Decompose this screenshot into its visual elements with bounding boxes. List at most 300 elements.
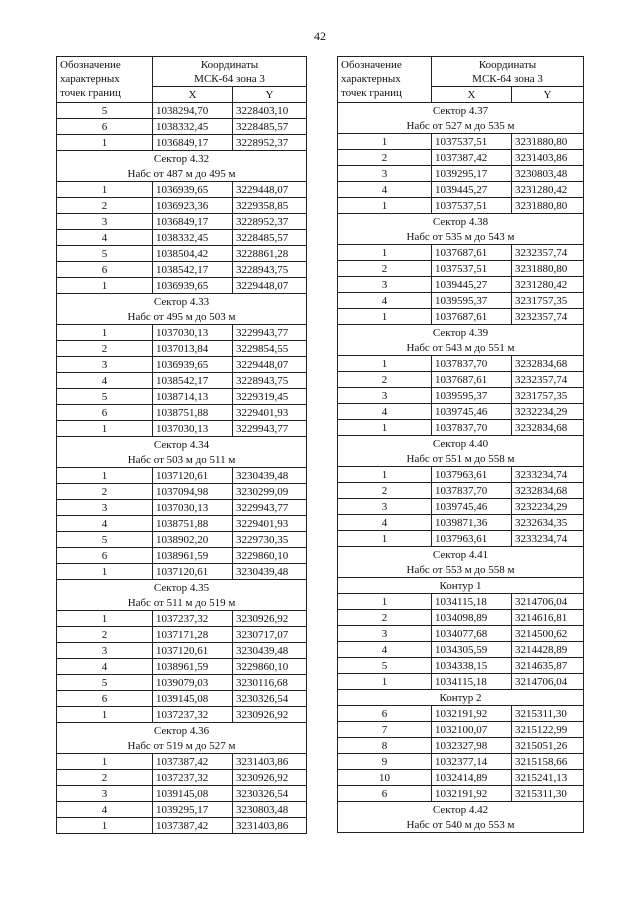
coord-y: 3215311,30 — [512, 706, 584, 722]
coord-y: 3231403,86 — [512, 150, 584, 166]
point-number: 4 — [338, 293, 432, 309]
coord-x: 1037030,13 — [153, 421, 233, 437]
point-number: 5 — [57, 103, 153, 119]
coord-y: 3229358,85 — [233, 198, 307, 214]
coord-y: 3231880,80 — [512, 134, 584, 150]
coord-y: 3231880,80 — [512, 198, 584, 214]
coord-y: 3214706,04 — [512, 674, 584, 690]
table-row — [57, 246, 307, 262]
sector-title-row — [57, 151, 307, 167]
coord-x: 1037837,70 — [432, 356, 512, 372]
contour-label-row — [338, 578, 584, 594]
point-number: 1 — [338, 531, 432, 547]
coord-x: 1038294,70 — [153, 103, 233, 119]
sector-range: Набс от 511 м до 519 м — [57, 595, 307, 611]
coord-y: 3215122,99 — [512, 722, 584, 738]
table-row — [57, 691, 307, 707]
header-x: X — [153, 87, 233, 103]
sector-range-row — [338, 229, 584, 245]
coord-y: 3230717,07 — [233, 627, 307, 643]
table-row — [338, 467, 584, 483]
sector-range-row — [57, 166, 307, 182]
point-number: 1 — [338, 198, 432, 214]
table-row — [57, 135, 307, 151]
coord-y: 3232234,29 — [512, 404, 584, 420]
sector-range-row — [338, 562, 584, 578]
point-number: 2 — [338, 372, 432, 388]
table-row — [338, 658, 584, 674]
point-number: 4 — [57, 373, 153, 389]
table-row — [57, 770, 307, 786]
table-row — [57, 198, 307, 214]
point-number: 3 — [57, 214, 153, 230]
table-row — [338, 738, 584, 754]
table-row — [338, 134, 584, 150]
table-row — [338, 483, 584, 499]
header-points-label: Обозначение характерных точек границ — [57, 57, 153, 103]
table-row — [338, 626, 584, 642]
coordinates-table-left — [56, 56, 307, 834]
coord-y: 3229943,77 — [233, 325, 307, 341]
table-row — [57, 484, 307, 500]
coord-x: 1039145,08 — [153, 691, 233, 707]
point-number: 1 — [57, 818, 153, 834]
page-number: 42 — [314, 29, 326, 43]
coord-y: 3229860,10 — [233, 659, 307, 675]
sector-range: Набс от 551 м до 558 м — [338, 451, 584, 467]
point-number: 3 — [338, 388, 432, 404]
point-number: 3 — [338, 277, 432, 293]
coord-x: 1037537,51 — [432, 134, 512, 150]
coord-x: 1037120,61 — [153, 468, 233, 484]
coord-y: 3229448,07 — [233, 182, 307, 198]
table-row — [338, 182, 584, 198]
table-row — [338, 610, 584, 626]
coord-x: 1034305,59 — [432, 642, 512, 658]
table-row — [57, 357, 307, 373]
contour-label: Контур 2 — [338, 690, 584, 706]
coord-x: 1037837,70 — [432, 420, 512, 436]
point-number: 2 — [57, 627, 153, 643]
coord-y: 3230299,09 — [233, 484, 307, 500]
header-y: Y — [512, 87, 584, 103]
table-row — [57, 230, 307, 246]
coord-y: 3228861,28 — [233, 246, 307, 262]
point-number: 4 — [338, 515, 432, 531]
point-number: 2 — [338, 150, 432, 166]
coord-y: 3228943,75 — [233, 373, 307, 389]
coord-y: 3230439,48 — [233, 468, 307, 484]
table-row — [338, 293, 584, 309]
coord-y: 3229860,10 — [233, 548, 307, 564]
contour-label: Контур 1 — [338, 578, 584, 594]
table-row — [338, 770, 584, 786]
table-row — [338, 594, 584, 610]
sector-range: Набс от 503 м до 511 м — [57, 452, 307, 468]
point-number: 2 — [338, 483, 432, 499]
coord-x: 1034077,68 — [432, 626, 512, 642]
coord-y: 3215158,66 — [512, 754, 584, 770]
point-number: 2 — [338, 261, 432, 277]
coord-y: 3230926,92 — [233, 770, 307, 786]
table-row — [57, 818, 307, 834]
table-row — [338, 531, 584, 547]
table-row — [57, 468, 307, 484]
point-number: 7 — [338, 722, 432, 738]
point-number: 1 — [57, 182, 153, 198]
sector-title-row — [57, 723, 307, 739]
point-number: 1 — [57, 564, 153, 580]
point-number: 5 — [338, 658, 432, 674]
point-number: 1 — [338, 467, 432, 483]
table-row — [338, 420, 584, 436]
coord-x: 1037963,61 — [432, 467, 512, 483]
coord-y: 3231757,35 — [512, 388, 584, 404]
sector-title-row — [57, 294, 307, 310]
coord-x: 1038542,17 — [153, 262, 233, 278]
coord-y: 3230439,48 — [233, 643, 307, 659]
table-row — [57, 325, 307, 341]
sector-title-row — [338, 325, 584, 341]
coord-y: 3230926,92 — [233, 707, 307, 723]
header-x: X — [432, 87, 512, 103]
coord-y: 3214616,81 — [512, 610, 584, 626]
sector-title: Сектор 4.42 — [338, 802, 584, 818]
coord-x: 1037537,51 — [432, 261, 512, 277]
table-row — [338, 245, 584, 261]
coord-y: 3228952,37 — [233, 135, 307, 151]
table-row — [338, 404, 584, 420]
coord-y: 3230803,48 — [233, 802, 307, 818]
point-number: 3 — [57, 357, 153, 373]
coord-y: 3231280,42 — [512, 182, 584, 198]
coord-y: 3230439,48 — [233, 564, 307, 580]
coord-x: 1038332,45 — [153, 230, 233, 246]
sector-title: Сектор 4.34 — [57, 437, 307, 453]
coord-y: 3229943,77 — [233, 421, 307, 437]
sector-title-row — [338, 103, 584, 119]
point-number: 9 — [338, 754, 432, 770]
table-row — [57, 802, 307, 818]
coord-x: 1032100,07 — [432, 722, 512, 738]
point-number: 6 — [338, 706, 432, 722]
coord-x: 1037387,42 — [432, 150, 512, 166]
table-row — [338, 786, 584, 802]
table-row — [57, 786, 307, 802]
sector-title-row — [338, 436, 584, 452]
point-number: 2 — [57, 484, 153, 500]
coord-y: 3232357,74 — [512, 309, 584, 325]
coord-x: 1039445,27 — [432, 182, 512, 198]
coord-y: 3231280,42 — [512, 277, 584, 293]
coord-y: 3228485,57 — [233, 230, 307, 246]
sector-range: Набс от 527 м до 535 м — [338, 118, 584, 134]
coord-y: 3231880,80 — [512, 261, 584, 277]
coord-x: 1037030,13 — [153, 500, 233, 516]
table-row — [57, 182, 307, 198]
coord-y: 3233234,74 — [512, 531, 584, 547]
coord-x: 1037537,51 — [432, 198, 512, 214]
point-number: 1 — [57, 707, 153, 723]
point-number: 6 — [57, 548, 153, 564]
sector-title-row — [338, 547, 584, 563]
point-number: 3 — [338, 626, 432, 642]
coord-x: 1036923,36 — [153, 198, 233, 214]
point-number: 4 — [338, 404, 432, 420]
coord-x: 1037030,13 — [153, 325, 233, 341]
coord-x: 1039145,08 — [153, 786, 233, 802]
coord-x: 1036939,65 — [153, 357, 233, 373]
coord-y: 3229401,93 — [233, 516, 307, 532]
point-number: 2 — [57, 198, 153, 214]
coord-x: 1036849,17 — [153, 135, 233, 151]
coord-y: 3228943,75 — [233, 262, 307, 278]
coord-x: 1038751,88 — [153, 516, 233, 532]
point-number: 6 — [57, 262, 153, 278]
sector-range-row — [57, 595, 307, 611]
sector-title-row — [57, 580, 307, 596]
table-row — [338, 166, 584, 182]
point-number: 3 — [338, 166, 432, 182]
coord-x: 1037837,70 — [432, 483, 512, 499]
point-number: 10 — [338, 770, 432, 786]
point-number: 4 — [338, 182, 432, 198]
sector-range: Набс от 543 м до 551 м — [338, 340, 584, 356]
table-row — [338, 372, 584, 388]
coord-y: 3228485,57 — [233, 119, 307, 135]
point-number: 1 — [338, 245, 432, 261]
point-number: 6 — [57, 691, 153, 707]
coord-x: 1037120,61 — [153, 643, 233, 659]
point-number: 1 — [57, 278, 153, 294]
sector-range-row — [338, 451, 584, 467]
sector-range-row — [338, 118, 584, 134]
table-row — [57, 659, 307, 675]
table-row — [338, 674, 584, 690]
table-row — [57, 675, 307, 691]
table-row — [57, 548, 307, 564]
coord-x: 1032414,89 — [432, 770, 512, 786]
point-number: 8 — [338, 738, 432, 754]
coord-x: 1039871,36 — [432, 515, 512, 531]
table-row — [57, 119, 307, 135]
sector-title-row — [57, 437, 307, 453]
point-number: 1 — [57, 754, 153, 770]
point-number: 1 — [57, 468, 153, 484]
table-row — [338, 309, 584, 325]
coord-y: 3229943,77 — [233, 500, 307, 516]
coord-y: 3232357,74 — [512, 372, 584, 388]
coord-x: 1037963,61 — [432, 531, 512, 547]
point-number: 1 — [338, 309, 432, 325]
point-number: 1 — [338, 420, 432, 436]
coord-x: 1032327,98 — [432, 738, 512, 754]
coord-y: 3229319,45 — [233, 389, 307, 405]
coord-x: 1038332,45 — [153, 119, 233, 135]
coord-x: 1037237,32 — [153, 770, 233, 786]
coord-x: 1038961,59 — [153, 548, 233, 564]
point-number: 2 — [57, 341, 153, 357]
coord-x: 1038902,20 — [153, 532, 233, 548]
header-y: Y — [233, 87, 307, 103]
coord-y: 3229401,93 — [233, 405, 307, 421]
point-number: 2 — [57, 770, 153, 786]
table-row — [57, 516, 307, 532]
coord-y: 3214706,04 — [512, 594, 584, 610]
point-number: 4 — [338, 642, 432, 658]
sector-title: Сектор 4.38 — [338, 214, 584, 230]
coord-x: 1039745,46 — [432, 404, 512, 420]
coord-x: 1037237,32 — [153, 707, 233, 723]
sector-title: Сектор 4.40 — [338, 436, 584, 452]
coord-x: 1037013,84 — [153, 341, 233, 357]
coord-x: 1037120,61 — [153, 564, 233, 580]
table-row — [338, 277, 584, 293]
coord-x: 1032191,92 — [432, 786, 512, 802]
coord-y: 3229448,07 — [233, 278, 307, 294]
sector-range-row — [57, 738, 307, 754]
coord-y: 3215311,30 — [512, 786, 584, 802]
sector-title: Сектор 4.37 — [338, 103, 584, 119]
point-number: 4 — [57, 659, 153, 675]
coord-y: 3229448,07 — [233, 357, 307, 373]
coord-x: 1037687,61 — [432, 372, 512, 388]
coord-x: 1034098,89 — [432, 610, 512, 626]
sector-range-row — [57, 309, 307, 325]
point-number: 3 — [57, 786, 153, 802]
sector-title: Сектор 4.41 — [338, 547, 584, 563]
sector-title: Сектор 4.36 — [57, 723, 307, 739]
table-row — [57, 754, 307, 770]
table-row — [338, 388, 584, 404]
sector-title: Сектор 4.39 — [338, 325, 584, 341]
table-row — [338, 198, 584, 214]
table-row — [57, 707, 307, 723]
coord-x: 1037171,28 — [153, 627, 233, 643]
point-number: 2 — [338, 610, 432, 626]
sector-range: Набс от 519 м до 527 м — [57, 738, 307, 754]
table-row — [57, 341, 307, 357]
table-row — [57, 373, 307, 389]
point-number: 1 — [57, 611, 153, 627]
point-number: 5 — [57, 675, 153, 691]
coord-y: 3229730,35 — [233, 532, 307, 548]
table-row — [338, 722, 584, 738]
coord-x: 1036939,65 — [153, 278, 233, 294]
coord-x: 1039745,46 — [432, 499, 512, 515]
table-row — [338, 356, 584, 372]
coord-x: 1036939,65 — [153, 182, 233, 198]
coord-y: 3230926,92 — [233, 611, 307, 627]
coord-x: 1039595,37 — [432, 293, 512, 309]
coord-y: 3230116,68 — [233, 675, 307, 691]
sector-title-row — [338, 802, 584, 818]
point-number: 4 — [57, 516, 153, 532]
sector-title: Сектор 4.33 — [57, 294, 307, 310]
coord-y: 3215241,13 — [512, 770, 584, 786]
coord-x: 1034115,18 — [432, 674, 512, 690]
point-number: 1 — [338, 594, 432, 610]
table-row — [57, 389, 307, 405]
coord-x: 1037687,61 — [432, 245, 512, 261]
contour-label-row — [338, 690, 584, 706]
coord-x: 1038542,17 — [153, 373, 233, 389]
coord-x: 1034338,15 — [432, 658, 512, 674]
coord-y: 3231403,86 — [233, 754, 307, 770]
coord-y: 3215051,26 — [512, 738, 584, 754]
coord-y: 3231403,86 — [233, 818, 307, 834]
point-number: 1 — [338, 674, 432, 690]
coord-x: 1037387,42 — [153, 818, 233, 834]
header-points-label: Обозначение характерных точек границ — [338, 57, 432, 103]
coord-y: 3214635,87 — [512, 658, 584, 674]
table-row — [57, 627, 307, 643]
point-number: 6 — [338, 786, 432, 802]
point-number: 1 — [338, 356, 432, 372]
sector-range-row — [338, 817, 584, 833]
coord-x: 1037237,32 — [153, 611, 233, 627]
coord-x: 1038751,88 — [153, 405, 233, 421]
coord-y: 3230326,54 — [233, 786, 307, 802]
coord-x: 1038504,42 — [153, 246, 233, 262]
coord-x: 1039079,03 — [153, 675, 233, 691]
coord-x: 1039295,17 — [153, 802, 233, 818]
coord-y: 3232834,68 — [512, 483, 584, 499]
table-row — [57, 532, 307, 548]
sector-range-row — [57, 452, 307, 468]
sector-range-row — [338, 340, 584, 356]
table-row — [338, 515, 584, 531]
coord-x: 1034115,18 — [432, 594, 512, 610]
sector-range: Набс от 540 м до 553 м — [338, 817, 584, 833]
table-row — [57, 421, 307, 437]
coord-y: 3232634,35 — [512, 515, 584, 531]
table-row — [57, 564, 307, 580]
coord-x: 1036849,17 — [153, 214, 233, 230]
sector-title: Сектор 4.32 — [57, 151, 307, 167]
coord-y: 3232234,29 — [512, 499, 584, 515]
coord-x: 1037687,61 — [432, 309, 512, 325]
table-row — [57, 278, 307, 294]
table-row — [57, 643, 307, 659]
coord-y: 3230803,48 — [512, 166, 584, 182]
point-number: 1 — [57, 421, 153, 437]
coord-y: 3229854,55 — [233, 341, 307, 357]
point-number: 4 — [57, 802, 153, 818]
coord-y: 3228403,10 — [233, 103, 307, 119]
table-row — [57, 214, 307, 230]
coord-x: 1039595,37 — [432, 388, 512, 404]
coord-x: 1038961,59 — [153, 659, 233, 675]
point-number: 5 — [57, 246, 153, 262]
sector-range: Набс от 535 м до 543 м — [338, 229, 584, 245]
table-row — [57, 500, 307, 516]
table-row — [338, 706, 584, 722]
table-row — [57, 405, 307, 421]
coord-x: 1038714,13 — [153, 389, 233, 405]
table-row — [338, 754, 584, 770]
point-number: 5 — [57, 389, 153, 405]
point-number: 3 — [338, 499, 432, 515]
point-number: 4 — [57, 230, 153, 246]
point-number: 5 — [57, 532, 153, 548]
coord-y: 3232357,74 — [512, 245, 584, 261]
header-coordinates: Координаты МСК-64 зона 3 — [432, 57, 584, 87]
sector-range: Набс от 553 м до 558 м — [338, 562, 584, 578]
header-coordinates: Координаты МСК-64 зона 3 — [153, 57, 307, 87]
coord-y: 3228952,37 — [233, 214, 307, 230]
table-row — [338, 499, 584, 515]
